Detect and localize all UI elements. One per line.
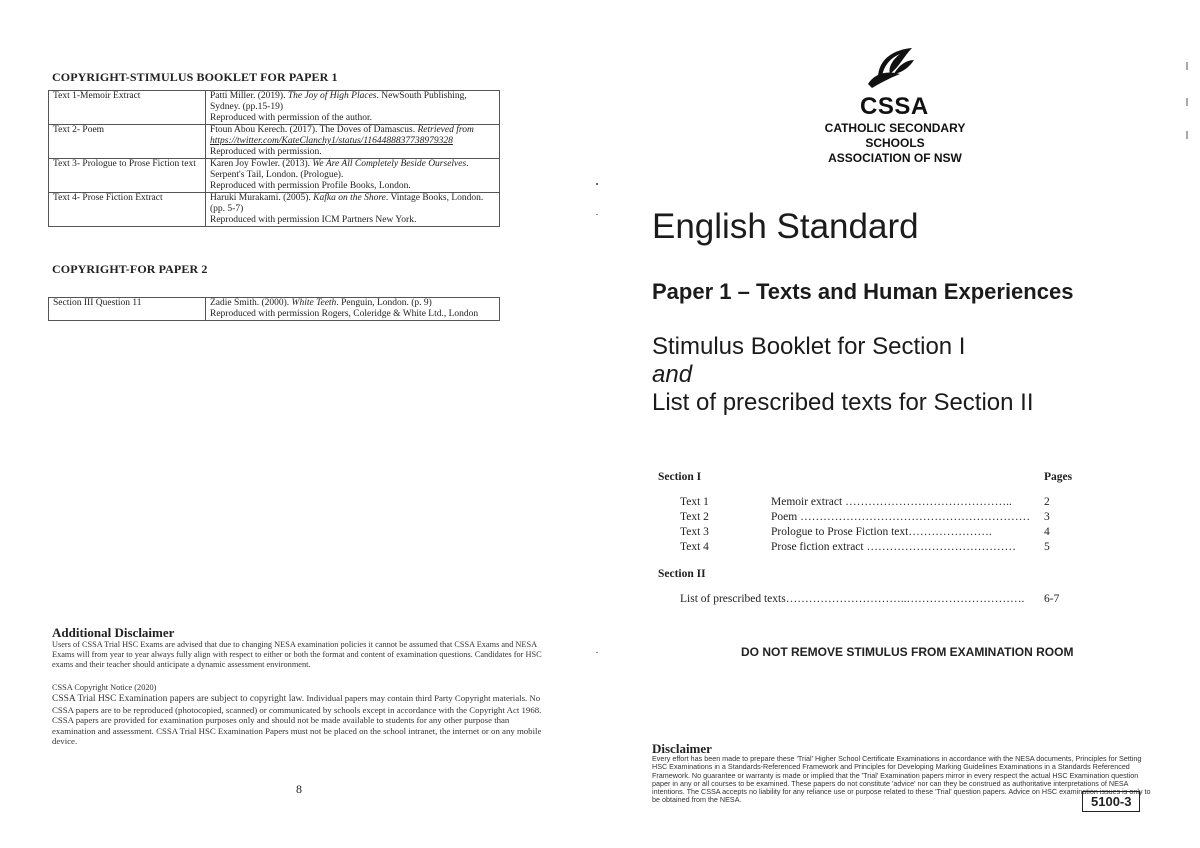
ref-author: Haruki Murakami. (2005). (210, 193, 314, 203)
disclaimer-text: Every effort has been made to prepare these 'Trial' Higher School Certificate Examinations in accordance with the NESA documents, Principles for Setting HSC Examinations in a Standards-Referenced Framework and Principles for Developing Marking Guidelines Examinations in a Standards Referenced Framework. No guarantee or warranty is made or implied that the 'Trial' Examination papers mirror in every respect the actual HSC Examination question paper in any or all courses to be examined. These papers do not constitute 'advice' nor can they be construed as authoritative interpretations of NESA intentions. The CSSA accepts no liability for any reliance use or purpose related to these 'Trial' question papers. Advice on HSC examination issues is only to be obtained from the NESA. (652, 754, 1151, 805)
ref-title: White Teeth (291, 298, 337, 308)
ref-author: Karen Joy Fowler. (2013). (210, 159, 313, 169)
toc-row (680, 511, 1060, 526)
reference-cell (206, 159, 500, 193)
disclaimer-title: Disclaimer (652, 741, 712, 756)
toc-desc: Prologue to Prose Fiction text…………………. (771, 526, 992, 538)
page-number: 8 (296, 782, 302, 796)
copyright-lead: CSSA Trial HSC Examination papers are subject to copyright law. (52, 694, 305, 704)
stimulus-copyright-heading: COPYRIGHT-STIMULUS BOOKLET FOR PAPER 1 (52, 70, 338, 84)
copyright-notice-text (52, 693, 547, 747)
reference-cell (206, 193, 500, 227)
ref-permission: Reproduced with permission ICM Partners New York. (210, 215, 417, 225)
toc-page: 4 (1044, 526, 1050, 538)
toc-desc: Memoir extract …………………………………….. (771, 496, 1012, 508)
ref-publisher: . Serpent's Tail, London. (Prologue). (210, 159, 469, 180)
ref-author: Ftoun Abou Kerech. (2017). The Doves of Damascus. (210, 125, 418, 135)
table-row (49, 91, 500, 125)
scan-speck (596, 214, 598, 215)
exam-title: English Standard (652, 207, 919, 246)
ref-publisher: . Penguin, London. (p. 9) (336, 298, 432, 308)
scan-speck (596, 652, 598, 653)
org-name (795, 121, 995, 166)
toc-page: 2 (1044, 496, 1050, 508)
source-cell: Text 4- Prose Fiction Extract (49, 193, 206, 227)
scan-mark (1186, 131, 1188, 139)
stimulus-line1: Stimulus Booklet for Section I (652, 333, 966, 360)
prescribed-page: 6-7 (1044, 593, 1060, 605)
toc-page: 3 (1044, 511, 1050, 523)
stimulus-line2: and (652, 361, 693, 388)
source-cell: Section III Question 11 (49, 298, 206, 321)
ref-title: The Joy of High Places (287, 91, 377, 101)
toc-page: 5 (1044, 541, 1050, 553)
prescribed-row (680, 593, 1065, 608)
paper-code-badge: 5100-3 (1082, 791, 1140, 812)
reference-cell (206, 91, 500, 125)
ref-permission: Reproduced with permission Profile Books, London. (210, 181, 411, 191)
toc-desc: Prose fiction extract ………………………………… (771, 541, 1016, 553)
stimulus-line3: List of prescribed texts for Section II (652, 389, 1034, 416)
ref-title: Kafka on the Shore (313, 193, 386, 203)
ref-author: Zadie Smith. (2000). (210, 298, 292, 308)
stimulus-copyright-table (48, 90, 500, 227)
toc-text: Text 3 (680, 526, 709, 538)
ref-title: Retrieved from (417, 125, 474, 135)
source-cell: Text 2- Poem (49, 125, 206, 159)
toc-row (680, 496, 1060, 511)
ref-permission: Reproduced with permission Rogers, Coleridge & White Ltd., London (210, 309, 479, 319)
ref-title: We Are All Completely Beside Ourselves (312, 159, 467, 169)
table-row (49, 193, 500, 227)
toc-text: Text 2 (680, 511, 709, 523)
toc-desc: Poem …………………………………………………… (771, 511, 1031, 523)
table-row (49, 298, 500, 321)
paper-title: Paper 1 – Texts and Human Experiences (652, 279, 1074, 304)
section1-label: Section I (658, 471, 702, 483)
scan-mark (1186, 62, 1188, 70)
ref-publisher: . NewSouth Publishing, Sydney. (pp.15-19) (210, 91, 467, 112)
ref-permission: Reproduced with permission. (210, 147, 322, 157)
stimulus-subtitle (652, 333, 1034, 417)
prescribed-desc: List of prescribed texts…………………………..…………………………. (680, 593, 1025, 605)
paper2-copyright-heading: COPYRIGHT-FOR PAPER 2 (52, 262, 208, 276)
source-cell: Text 3- Prologue to Prose Fiction text (49, 159, 206, 193)
reference-cell (206, 298, 500, 321)
paper2-copyright-table (48, 297, 500, 321)
do-not-remove-notice: DO NOT REMOVE STIMULUS FROM EXAMINATION ROOM (741, 645, 1074, 659)
cssa-logo-icon (860, 44, 920, 92)
table-row (49, 125, 500, 159)
copyright-notice-label: CSSA Copyright Notice (2020) (52, 683, 157, 692)
ref-publisher: . Vintage Books, London. (pp. 5-7) (210, 193, 484, 214)
section2-label: Section II (658, 568, 706, 580)
ref-permission: Reproduced with permission of the author. (210, 113, 372, 123)
additional-disclaimer-text: Users of CSSA Trial HSC Exams are advised that due to changing NESA examination policies it cannot be assumed that CSSA Exams and NESA Exams will from year to year always fully align with respect to either or both the format and content of examination questions. Candidates for HSC exams and their teacher should anticipate a dynamic assessment environment. (52, 640, 542, 669)
table-row (49, 159, 500, 193)
org-name-line1: CATHOLIC SECONDARY SCHOOLS (824, 121, 966, 150)
pages-label: Pages (1044, 471, 1073, 483)
ref-link[interactable]: https://twitter.com/KateClanchy1/status/1164488837738979328 (210, 136, 453, 146)
toc-row (680, 526, 1060, 541)
toc-row (680, 541, 1060, 556)
source-cell: Text 1-Memoir Extract (49, 91, 206, 125)
ref-author: Patti Miller. (2019). (210, 91, 288, 101)
cssa-wordmark: CSSA (860, 93, 929, 120)
additional-disclaimer-title: Additional Disclaimer (52, 625, 175, 640)
org-name-line2: ASSOCIATION OF NSW (828, 151, 962, 165)
copyright-body: Individual papers may contain third Party Copyright materials. No CSSA papers are to be reproduced (photocopied, scanned) or communicated by schools except in accordance with the Copyright Act 1968. CSSA papers are provided for examination purposes only and should not be made available to students for any other purpose than examination and assessment. CSSA Trial HSC Examination Papers must not be placed on the school intranet, the internet or on any mobile device. (52, 693, 542, 746)
scan-mark (1186, 98, 1188, 106)
section1-toc (680, 496, 1060, 556)
scan-speck (596, 183, 598, 185)
toc-text: Text 1 (680, 496, 709, 508)
toc-text: Text 4 (680, 541, 709, 553)
reference-cell (206, 125, 500, 159)
